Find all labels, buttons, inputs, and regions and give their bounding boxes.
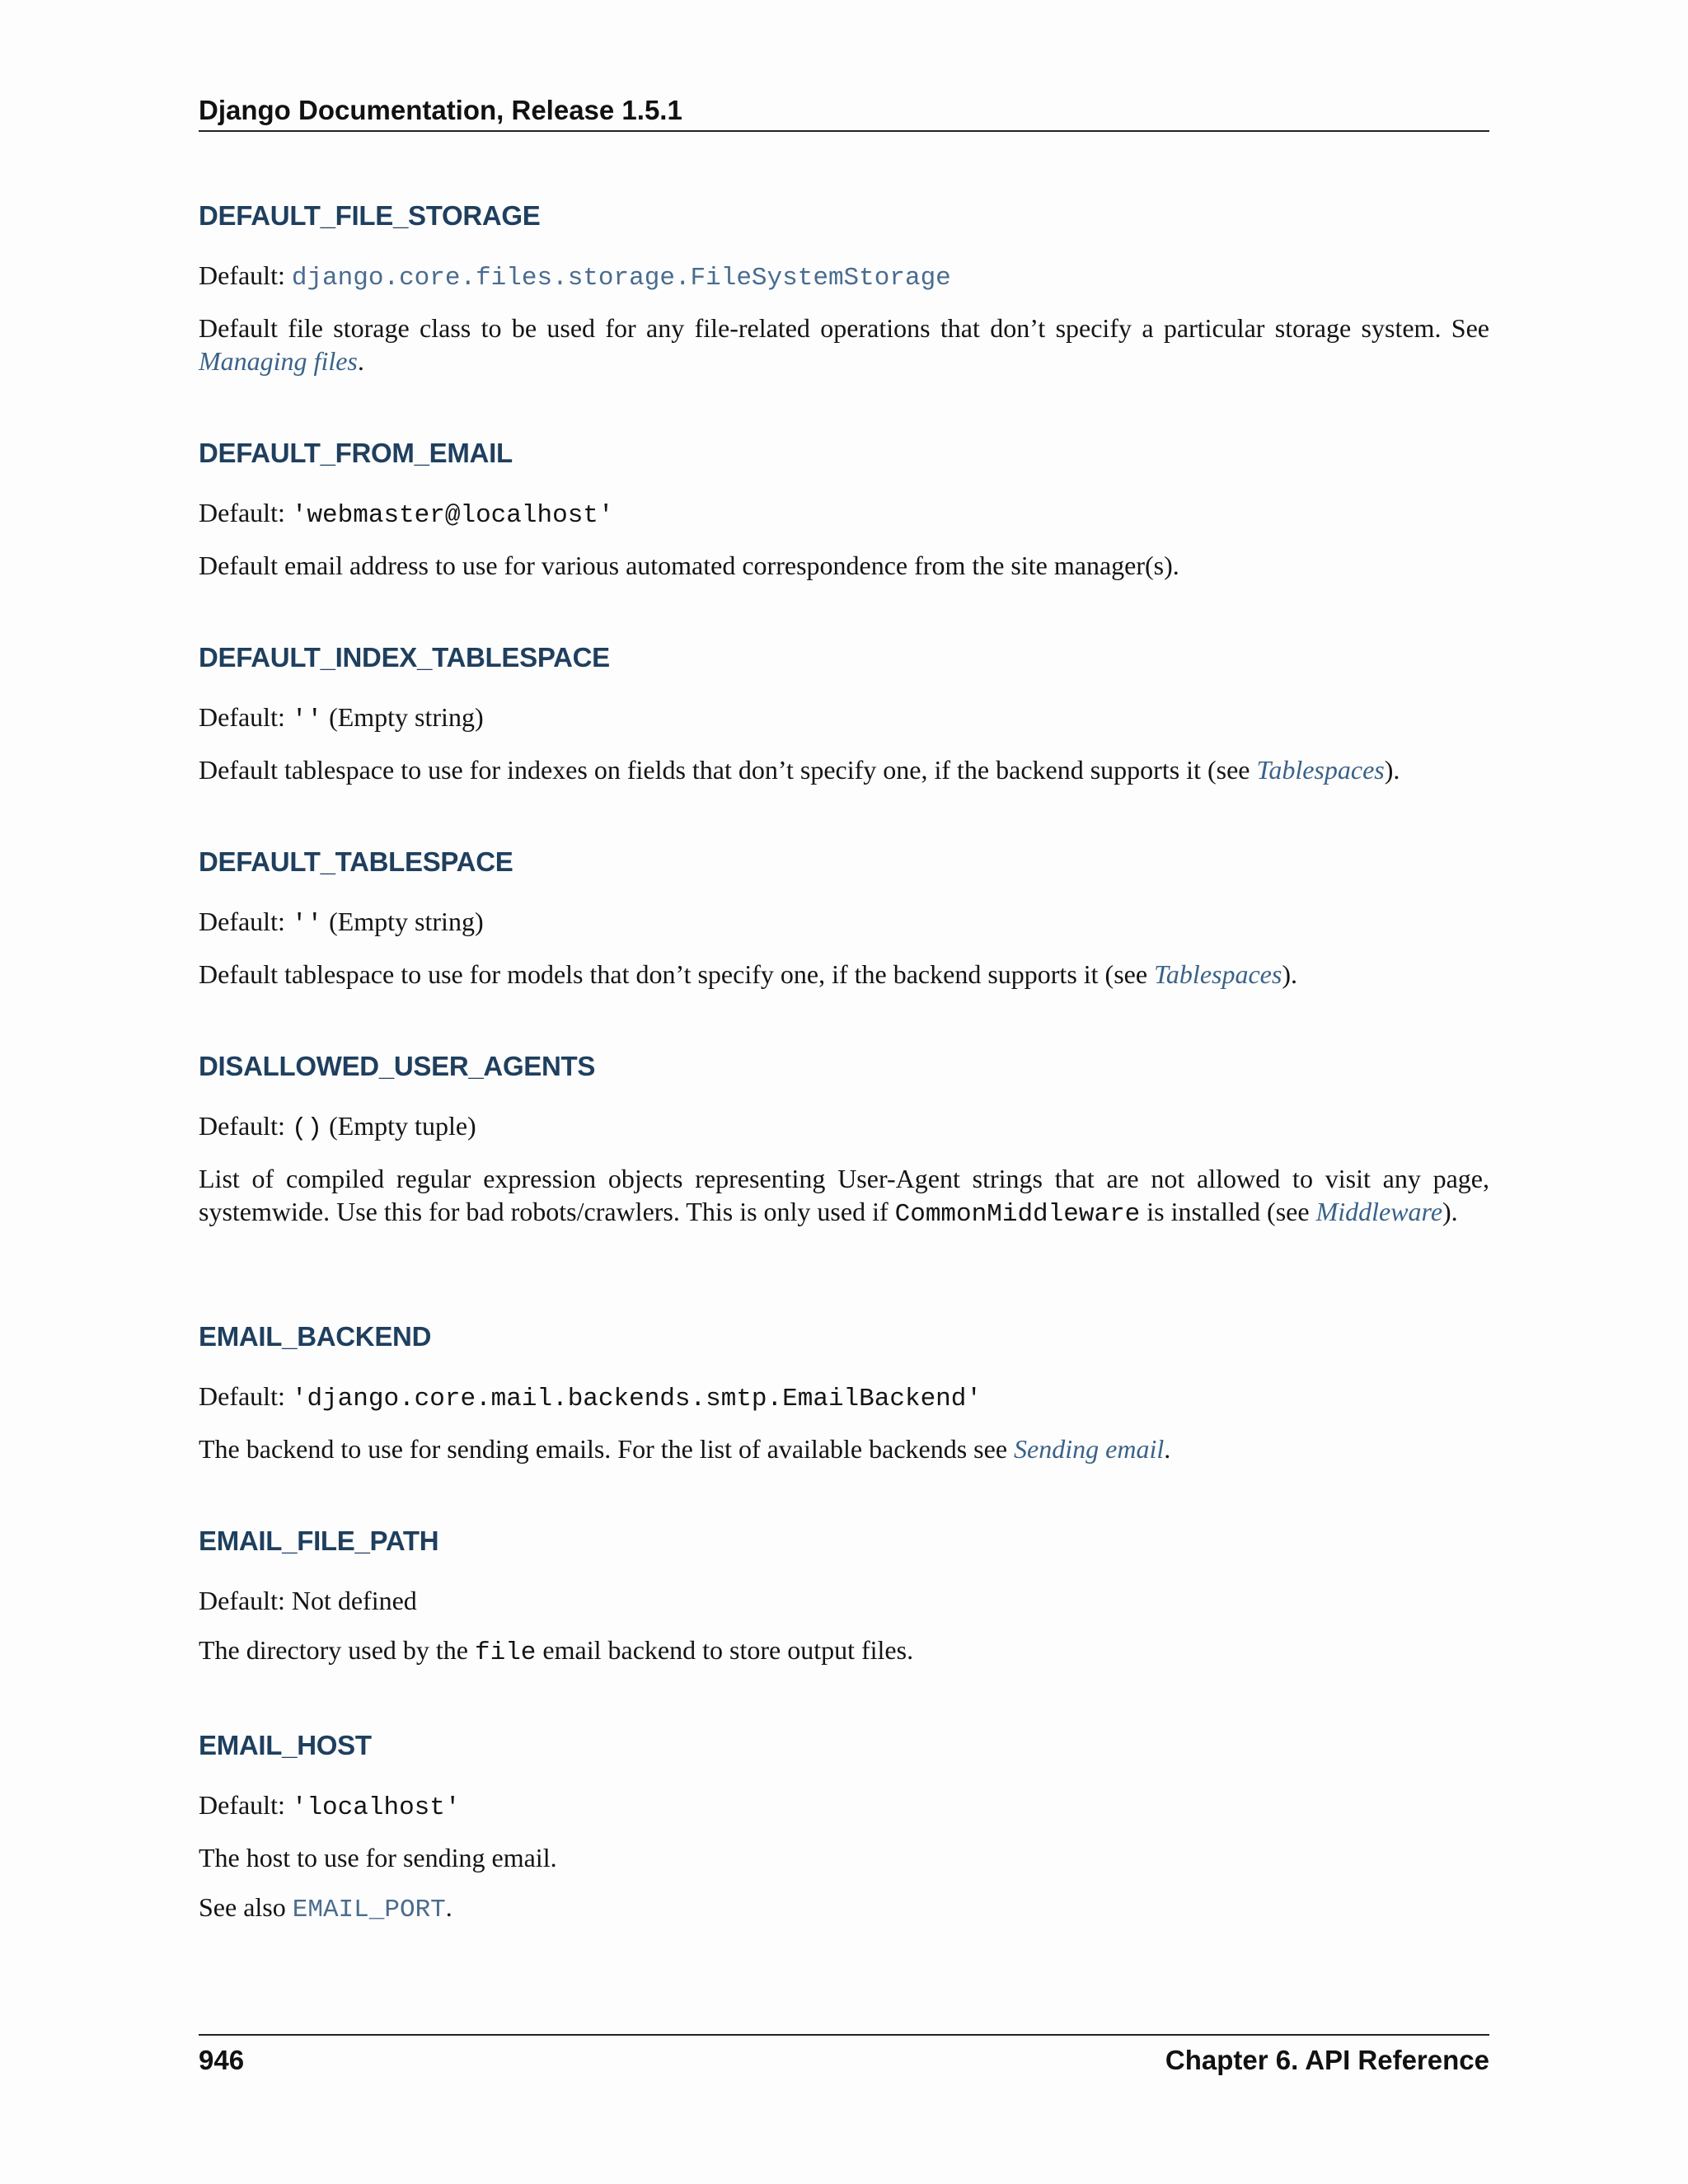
description-text: The backend to use for sending emails. For the list of available backends see — [199, 1434, 1015, 1464]
description-text: Default tablespace to use for indexes on fields that don’t specify one, if the backend supports it (see — [199, 755, 1257, 785]
default-value-line — [199, 1788, 1489, 1825]
default-value: () — [291, 1114, 323, 1143]
setting-email-backend — [199, 1315, 1489, 1465]
default-label: Default: — [199, 907, 292, 936]
email-port-link[interactable]: EMAIL_PORT — [292, 1896, 446, 1924]
setting-description — [199, 312, 1489, 377]
default-note: (Empty tuple) — [322, 1111, 476, 1141]
default-label: Default: — [199, 1790, 292, 1820]
default-label: Default: — [199, 1586, 292, 1615]
tablespaces-link[interactable]: Tablespaces — [1154, 959, 1282, 989]
default-value-line — [199, 1109, 1489, 1146]
setting-description — [199, 1162, 1489, 1231]
setting-email-file-path — [199, 1520, 1489, 1670]
setting-title: DEFAULT_TABLESPACE — [199, 846, 513, 877]
default-label: Default: — [199, 702, 292, 732]
description-end: . — [1164, 1434, 1171, 1464]
default-value: 'localhost' — [291, 1793, 461, 1822]
description-end: ). — [1442, 1197, 1458, 1226]
default-note: (Empty string) — [322, 702, 484, 732]
see-also-end: . — [445, 1892, 452, 1922]
setting-description — [199, 958, 1489, 991]
default-label: Default: — [199, 498, 292, 527]
description-end: . — [357, 346, 364, 376]
default-label: Default: — [199, 260, 292, 290]
setting-description — [199, 753, 1489, 786]
default-value-line — [199, 905, 1489, 941]
setting-title: DEFAULT_INDEX_TABLESPACE — [199, 642, 610, 673]
running-footer — [199, 2034, 1489, 2075]
setting-title: EMAIL_HOST — [199, 1730, 372, 1760]
setting-default-file-storage — [199, 194, 1489, 377]
description-text: Default file storage class to be used for any file-related operations that don’t specify a particular storage system. See — [199, 313, 1489, 343]
managing-files-link[interactable]: Managing files — [199, 346, 358, 376]
setting-description: Default email address to use for various automated correspondence from the site manager(s). — [199, 551, 1179, 580]
default-text: Not defined — [291, 1586, 417, 1615]
setting-title: EMAIL_BACKEND — [199, 1321, 432, 1352]
middleware-link[interactable]: Middleware — [1315, 1197, 1443, 1226]
setting-title: DEFAULT_FROM_EMAIL — [199, 438, 513, 468]
setting-default-index-tablespace — [199, 636, 1489, 786]
description-text: List of compiled regular expression objects representing User-Agent strings that are not allowed to visit any page, systemwide. Use this for bad robots/crawlers. This is only used if — [199, 1164, 1489, 1226]
see-also-label: See also — [199, 1892, 293, 1922]
description-text: Default tablespace to use for models that don’t specify one, if the backend supports it (see — [199, 959, 1155, 989]
setting-default-tablespace — [199, 841, 1489, 991]
default-label: Default: — [199, 1111, 292, 1141]
description-text: The directory used by the — [199, 1635, 475, 1665]
setting-title: EMAIL_FILE_PATH — [199, 1526, 439, 1556]
description-end: ). — [1282, 959, 1297, 989]
sending-email-link[interactable]: Sending email — [1014, 1434, 1165, 1464]
file-code: file — [475, 1638, 537, 1667]
default-value-line — [199, 701, 1489, 737]
default-value: 'webmaster@localhost' — [291, 501, 614, 530]
description-end: email backend to store output files. — [536, 1635, 914, 1665]
description-mid: is installed (see — [1140, 1197, 1316, 1226]
default-value: 'django.core.mail.backends.smtp.EmailBackend' — [291, 1385, 982, 1413]
default-value-link[interactable]: django.core.files.storage.FileSystemStorage — [291, 264, 951, 293]
default-value: '' — [291, 705, 323, 734]
page-number: 946 — [199, 2045, 245, 2075]
setting-title: DISALLOWED_USER_AGENTS — [199, 1051, 596, 1081]
default-value-line — [199, 1380, 1489, 1416]
setting-description: The host to use for sending email. — [199, 1843, 557, 1872]
setting-email-host — [199, 1724, 1489, 1927]
setting-disallowed-user-agents — [199, 1045, 1489, 1231]
description-end: ). — [1384, 755, 1400, 785]
common-middleware-code: CommonMiddleware — [894, 1200, 1141, 1229]
setting-description — [199, 1633, 1489, 1670]
default-value-line — [199, 1584, 1489, 1617]
see-also-line — [199, 1891, 1489, 1927]
setting-description — [199, 1432, 1489, 1465]
default-note: (Empty string) — [322, 907, 484, 936]
chapter-title: Chapter 6. API Reference — [1165, 2045, 1489, 2075]
running-header: Django Documentation, Release 1.5.1 — [199, 92, 1489, 132]
default-label: Default: — [199, 1381, 292, 1411]
default-value-line — [199, 496, 1489, 532]
default-value-line — [199, 259, 1489, 295]
default-value: '' — [291, 910, 323, 939]
tablespaces-link[interactable]: Tablespaces — [1256, 755, 1385, 785]
setting-default-from-email — [199, 432, 1489, 582]
setting-title: DEFAULT_FILE_STORAGE — [199, 200, 541, 231]
